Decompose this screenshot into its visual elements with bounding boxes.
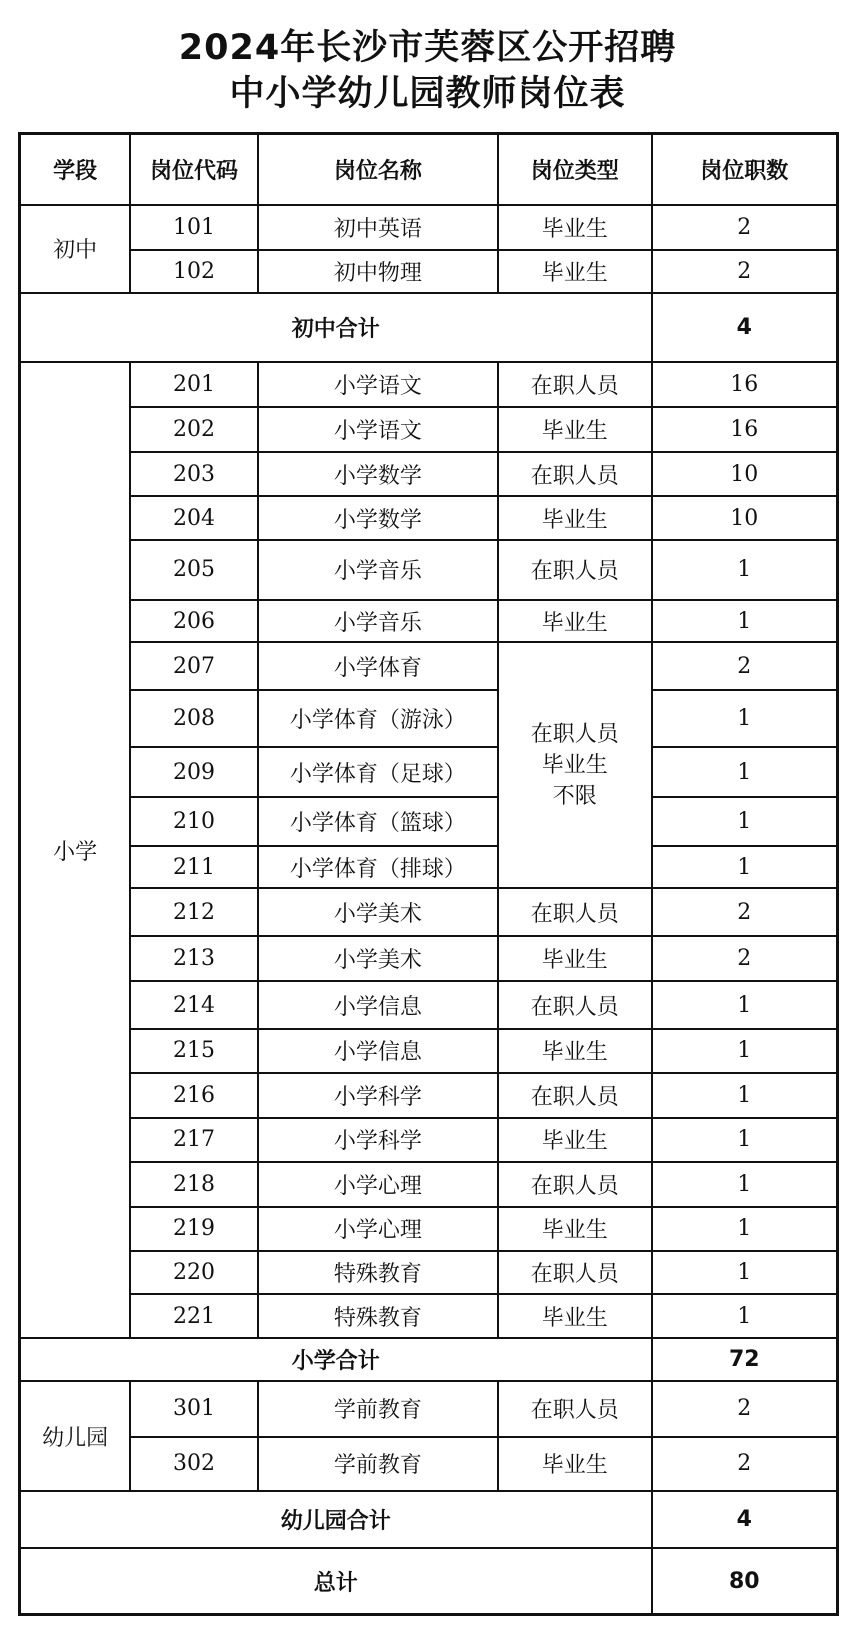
table-row [20, 540, 838, 600]
type-cell: 在职人员 [498, 540, 652, 600]
name-cell: 小学音乐 [258, 540, 498, 600]
type-cell: 在职人员 [498, 888, 652, 936]
stage-cell-primary: 小学 [20, 362, 131, 1338]
code-cell: 218 [130, 1162, 257, 1207]
code-cell: 302 [130, 1437, 257, 1491]
count-cell: 1 [652, 600, 838, 643]
table-row [20, 1073, 838, 1118]
name-cell: 初中英语 [258, 205, 498, 250]
code-cell: 217 [130, 1118, 257, 1162]
subtotal-value: 4 [652, 1491, 838, 1548]
code-cell: 216 [130, 1073, 257, 1118]
count-cell: 1 [652, 1294, 838, 1338]
subtotal-value: 4 [652, 293, 838, 362]
count-cell: 10 [652, 496, 838, 540]
type-cell: 毕业生 [498, 1207, 652, 1251]
count-cell: 1 [652, 1251, 838, 1295]
count-cell: 1 [652, 1118, 838, 1162]
header-count: 岗位职数 [652, 134, 838, 205]
type-line: 不限 [552, 783, 597, 809]
type-cell: 在职人员 [498, 1073, 652, 1118]
table-row [20, 1029, 838, 1073]
count-cell: 2 [652, 642, 838, 690]
count-cell: 16 [652, 362, 838, 407]
header-name: 岗位名称 [258, 134, 498, 205]
type-cell: 在职人员 [498, 452, 652, 496]
name-cell: 小学数学 [258, 452, 498, 496]
code-cell: 206 [130, 600, 257, 643]
table-row [20, 1251, 838, 1295]
table-row [20, 205, 838, 250]
type-cell-merged-pe [498, 642, 652, 888]
name-cell: 特殊教育 [258, 1294, 498, 1338]
stage-cell-kindergarten: 幼儿园 [20, 1381, 131, 1491]
name-cell: 小学体育（排球） [258, 846, 498, 888]
count-cell: 1 [652, 981, 838, 1029]
count-cell: 1 [652, 846, 838, 888]
table-row [20, 1381, 838, 1436]
table-row [20, 362, 838, 407]
name-cell: 小学信息 [258, 981, 498, 1029]
name-cell: 小学体育（足球） [258, 747, 498, 797]
code-cell: 211 [130, 846, 257, 888]
table-row [20, 452, 838, 496]
table-row [20, 888, 838, 936]
count-cell: 1 [652, 797, 838, 846]
type-cell: 毕业生 [498, 496, 652, 540]
name-cell: 小学心理 [258, 1207, 498, 1251]
type-cell: 在职人员 [498, 1251, 652, 1295]
count-cell: 2 [652, 936, 838, 981]
code-cell: 202 [130, 407, 257, 452]
code-cell: 205 [130, 540, 257, 600]
count-cell: 2 [652, 1381, 838, 1436]
subtotal-row-kindergarten [20, 1491, 838, 1548]
table-row [20, 981, 838, 1029]
name-cell: 学前教育 [258, 1437, 498, 1491]
code-cell: 219 [130, 1207, 257, 1251]
name-cell: 小学科学 [258, 1118, 498, 1162]
code-cell: 203 [130, 452, 257, 496]
document-title-line2: 中小学幼儿园教师岗位表 [229, 74, 626, 114]
name-cell: 小学美术 [258, 936, 498, 981]
subtotal-value: 72 [652, 1338, 838, 1381]
positions-table [18, 132, 839, 1616]
subtotal-label: 幼儿园合计 [20, 1491, 652, 1548]
table-row [20, 936, 838, 981]
count-cell: 2 [652, 250, 838, 294]
subtotal-row-primary [20, 1338, 838, 1381]
total-value: 80 [652, 1548, 838, 1614]
name-cell: 小学信息 [258, 1029, 498, 1073]
table-row [20, 1162, 838, 1207]
code-cell: 101 [130, 205, 257, 250]
header-type: 岗位类型 [498, 134, 652, 205]
stage-cell-junior: 初中 [20, 205, 131, 294]
table-row [20, 747, 838, 797]
count-cell: 1 [652, 747, 838, 797]
code-cell: 204 [130, 496, 257, 540]
count-cell: 1 [652, 1029, 838, 1073]
table-row [20, 600, 838, 643]
type-cell: 毕业生 [498, 1118, 652, 1162]
count-cell: 1 [652, 1207, 838, 1251]
code-cell: 213 [130, 936, 257, 981]
type-cell: 毕业生 [498, 936, 652, 981]
table-row [20, 496, 838, 540]
code-cell: 209 [130, 747, 257, 797]
subtotal-label: 初中合计 [20, 293, 652, 362]
table-row [20, 407, 838, 452]
code-cell: 208 [130, 690, 257, 746]
code-cell: 207 [130, 642, 257, 690]
type-cell: 毕业生 [498, 205, 652, 250]
name-cell: 小学体育（游泳） [258, 690, 498, 746]
count-cell: 1 [652, 1162, 838, 1207]
code-cell: 215 [130, 1029, 257, 1073]
table-row [20, 846, 838, 888]
type-cell: 在职人员 [498, 362, 652, 407]
name-cell: 小学心理 [258, 1162, 498, 1207]
table-row [20, 642, 838, 690]
name-cell: 小学语文 [258, 362, 498, 407]
subtotal-label: 小学合计 [20, 1338, 652, 1381]
table-row [20, 1294, 838, 1338]
code-cell: 220 [130, 1251, 257, 1295]
code-cell: 201 [130, 362, 257, 407]
header-code: 岗位代码 [130, 134, 257, 205]
type-cell: 在职人员 [498, 981, 652, 1029]
name-cell: 初中物理 [258, 250, 498, 294]
table-row [20, 1207, 838, 1251]
table-row [20, 1118, 838, 1162]
name-cell: 学前教育 [258, 1381, 498, 1436]
name-cell: 特殊教育 [258, 1251, 498, 1295]
count-cell: 2 [652, 205, 838, 250]
code-cell: 221 [130, 1294, 257, 1338]
table-row [20, 1437, 838, 1491]
type-cell: 毕业生 [498, 407, 652, 452]
type-cell: 毕业生 [498, 250, 652, 294]
count-cell: 10 [652, 452, 838, 496]
code-cell: 301 [130, 1381, 257, 1436]
count-cell: 1 [652, 540, 838, 600]
total-row [20, 1548, 838, 1614]
type-cell: 毕业生 [498, 1437, 652, 1491]
header-stage: 学段 [20, 134, 131, 205]
code-cell: 214 [130, 981, 257, 1029]
total-label: 总计 [20, 1548, 652, 1614]
code-cell: 212 [130, 888, 257, 936]
type-line: 毕业生 [541, 752, 608, 778]
name-cell: 小学体育 [258, 642, 498, 690]
table-row [20, 797, 838, 846]
type-cell: 在职人员 [498, 1381, 652, 1436]
type-cell: 在职人员 [498, 1162, 652, 1207]
code-cell: 210 [130, 797, 257, 846]
table-row [20, 690, 838, 746]
type-cell: 毕业生 [498, 600, 652, 643]
type-cell: 毕业生 [498, 1029, 652, 1073]
count-cell: 1 [652, 690, 838, 746]
name-cell: 小学美术 [258, 888, 498, 936]
table-row [20, 250, 838, 294]
count-cell: 16 [652, 407, 838, 452]
type-cell: 毕业生 [498, 1294, 652, 1338]
name-cell: 小学科学 [258, 1073, 498, 1118]
subtotal-row-junior [20, 293, 838, 362]
name-cell: 小学语文 [258, 407, 498, 452]
name-cell: 小学音乐 [258, 600, 498, 643]
type-line: 在职人员 [530, 721, 619, 747]
document-title-line1: 2024年长沙市芙蓉区公开招聘 [178, 28, 677, 68]
count-cell: 2 [652, 1437, 838, 1491]
name-cell: 小学体育（篮球） [258, 797, 498, 846]
code-cell: 102 [130, 250, 257, 294]
count-cell: 1 [652, 1073, 838, 1118]
count-cell: 2 [652, 888, 838, 936]
name-cell: 小学数学 [258, 496, 498, 540]
header-row [20, 134, 838, 205]
